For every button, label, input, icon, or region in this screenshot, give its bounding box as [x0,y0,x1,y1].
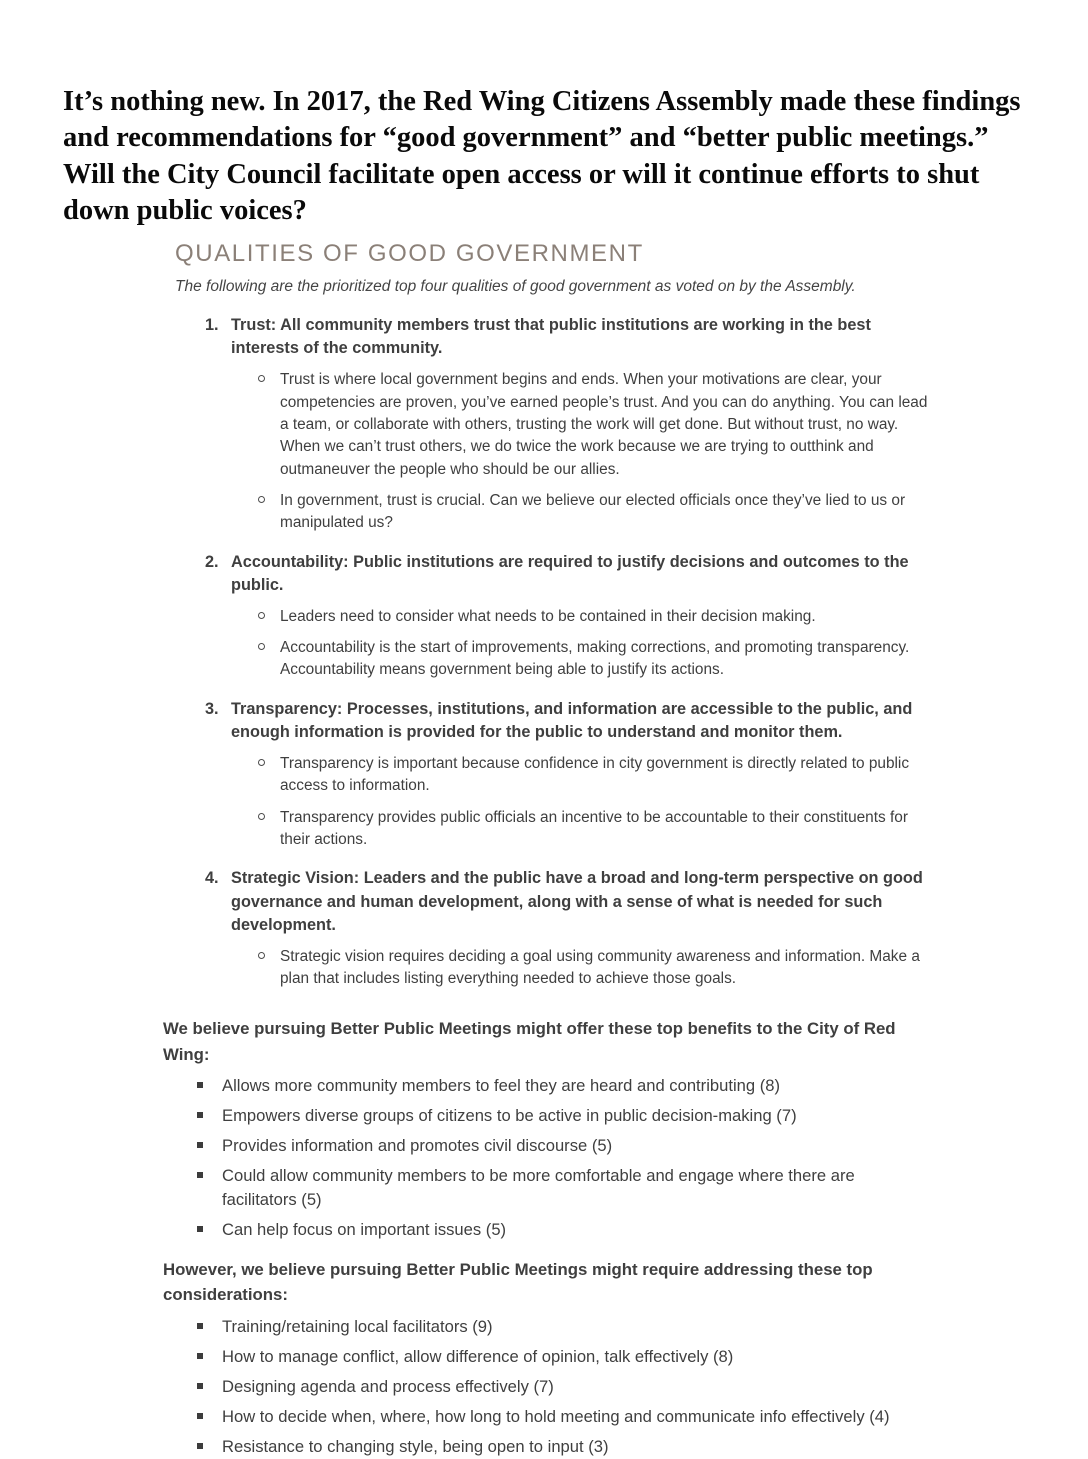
sub-bullet [258,369,930,481]
square-bullet-icon [197,1142,203,1148]
sub-bullet [258,606,930,628]
quality-heading-row [205,314,935,360]
square-bullet-icon [197,1172,203,1178]
benefit-text: Empowers diverse groups of citizens to be active in public decision-making (7) [222,1106,797,1126]
quality-item-transparency [175,698,955,852]
quality-heading: Strategic Vision: Leaders and the public have a broad and long-term perspective on good governance and human development, along with a sense of what is needed for such development. [231,869,923,934]
sub-bullet-text: Transparency is important because confidence in city government is directly related to public access to information. [280,755,910,795]
benefit-item [197,1074,923,1097]
sub-bullet-text: In government, trust is crucial. Can we believe our elected officials once they’ve lied to us or manipulated us? [280,491,906,532]
benefits-heading: We believe pursuing Better Public Meetings might offer these top benefits to the City of Red Wing: [163,1019,896,1064]
sub-bullet-text: Strategic vision requires deciding a goal using community awareness and information. Make a plan that includes listing everything needed to achieve those goals. [280,947,920,988]
circle-bullet-icon [258,643,265,650]
square-bullet-icon [197,1112,203,1118]
sub-bullet [258,946,930,991]
benefit-item [197,1104,923,1127]
quality-heading-row [205,551,935,597]
consideration-text: Designing agenda and process effectively (7) [222,1376,554,1396]
item-number: 4. [205,869,219,888]
circle-bullet-icon [258,759,265,766]
square-bullet-icon [197,1353,203,1359]
square-bullet-icon [197,1413,203,1419]
sub-bullet [258,637,930,682]
sub-bullet-text: Transparency provides public officials an incentive to be accountable to their constituents for their actions. [280,808,908,849]
qualities-list [175,314,955,991]
sub-bullet [258,753,930,798]
item-number: 2. [205,552,219,571]
report-title: QUALITIES OF GOOD GOVERNMENT [175,240,644,267]
square-bullet-icon [197,1226,203,1232]
quality-heading: Trust: All community members trust that public institutions are working in the best interests of the community. [231,315,871,358]
square-bullet-icon [197,1443,203,1449]
sub-bullet-text: Leaders need to consider what needs to be contained in their decision making. [280,607,816,625]
sub-bullet-text: Accountability is the start of improvements, making corrections, and promoting transparency. Accountability means government being able to justify its actions. [280,639,910,679]
quality-item-accountability [175,551,955,682]
quality-heading-row [205,867,935,936]
sub-bullet [258,807,930,852]
report-excerpt [163,240,955,1459]
quality-heading-row [205,698,935,744]
benefit-text: Can help focus on important issues (5) [222,1219,507,1239]
circle-bullet-icon [258,612,265,619]
considerations-heading: However, we believe pursuing Better Public Meetings might require addressing these top considerations: [163,1260,873,1305]
benefit-item [197,1218,923,1241]
benefit-text: Allows more community members to feel they are heard and contributing (8) [222,1075,780,1095]
considerations-section [163,1257,955,1458]
report-subtitle: The following are the prioritized top four qualities of good government as voted on by the Assembly. [175,278,856,295]
consideration-text: How to decide when, where, how long to hold meeting and communicate info effectively (4) [222,1407,890,1427]
benefit-text: Could allow community members to be more comfortable and engage where there are facilitators (5) [222,1166,855,1209]
benefit-text: Provides information and promotes civil discourse (5) [222,1136,613,1156]
circle-bullet-icon [258,496,265,503]
benefits-section [163,1016,955,1241]
circle-bullet-icon [258,952,265,959]
quality-heading: Transparency: Processes, institutions, and information are accessible to the public, and enough information is provided for the public to understand and monitor them. [231,699,913,741]
sub-bullet [258,490,930,535]
benefit-item [197,1164,923,1210]
circle-bullet-icon [258,375,265,382]
sub-bullet-text: Trust is where local government begins and ends. When your motivations are clear, your competencies are proven, you’ve earned people’s trust. And you can do anything. You can lead a team, or collaborate with others, trusting the work will get done. But without trust, no way. When we can’t trust others, we do twice the work because we are trying to outthink and outmaneuver the people who should be our allies. [280,371,928,478]
quality-item-trust [175,314,955,535]
consideration-text: Training/retaining local facilitators (9) [222,1316,493,1336]
square-bullet-icon [197,1383,203,1389]
circle-bullet-icon [258,813,265,820]
item-number: 3. [205,699,219,718]
quality-heading: Accountability: Public institutions are required to justify decisions and outcomes to the public. [231,552,909,594]
consideration-item [197,1435,923,1458]
consideration-text: Resistance to changing style, being open to input (3) [222,1437,609,1457]
intro-paragraph: It’s nothing new. In 2017, the Red Wing Citizens Assembly made these findings and recommendations for “good government” and “better public meetings.” Will the City Council facilitate open access or will it continue efforts to shut down public voices? [63,86,1021,227]
benefit-item [197,1134,923,1157]
consideration-item [197,1375,923,1398]
consideration-item [197,1405,923,1428]
square-bullet-icon [197,1323,203,1329]
consideration-item [197,1315,923,1338]
square-bullet-icon [197,1082,203,1088]
consideration-text: How to manage conflict, allow difference of opinion, talk effectively (8) [222,1346,734,1366]
quality-item-strategic-vision [175,867,955,990]
consideration-item [197,1345,923,1368]
item-number: 1. [205,315,219,334]
